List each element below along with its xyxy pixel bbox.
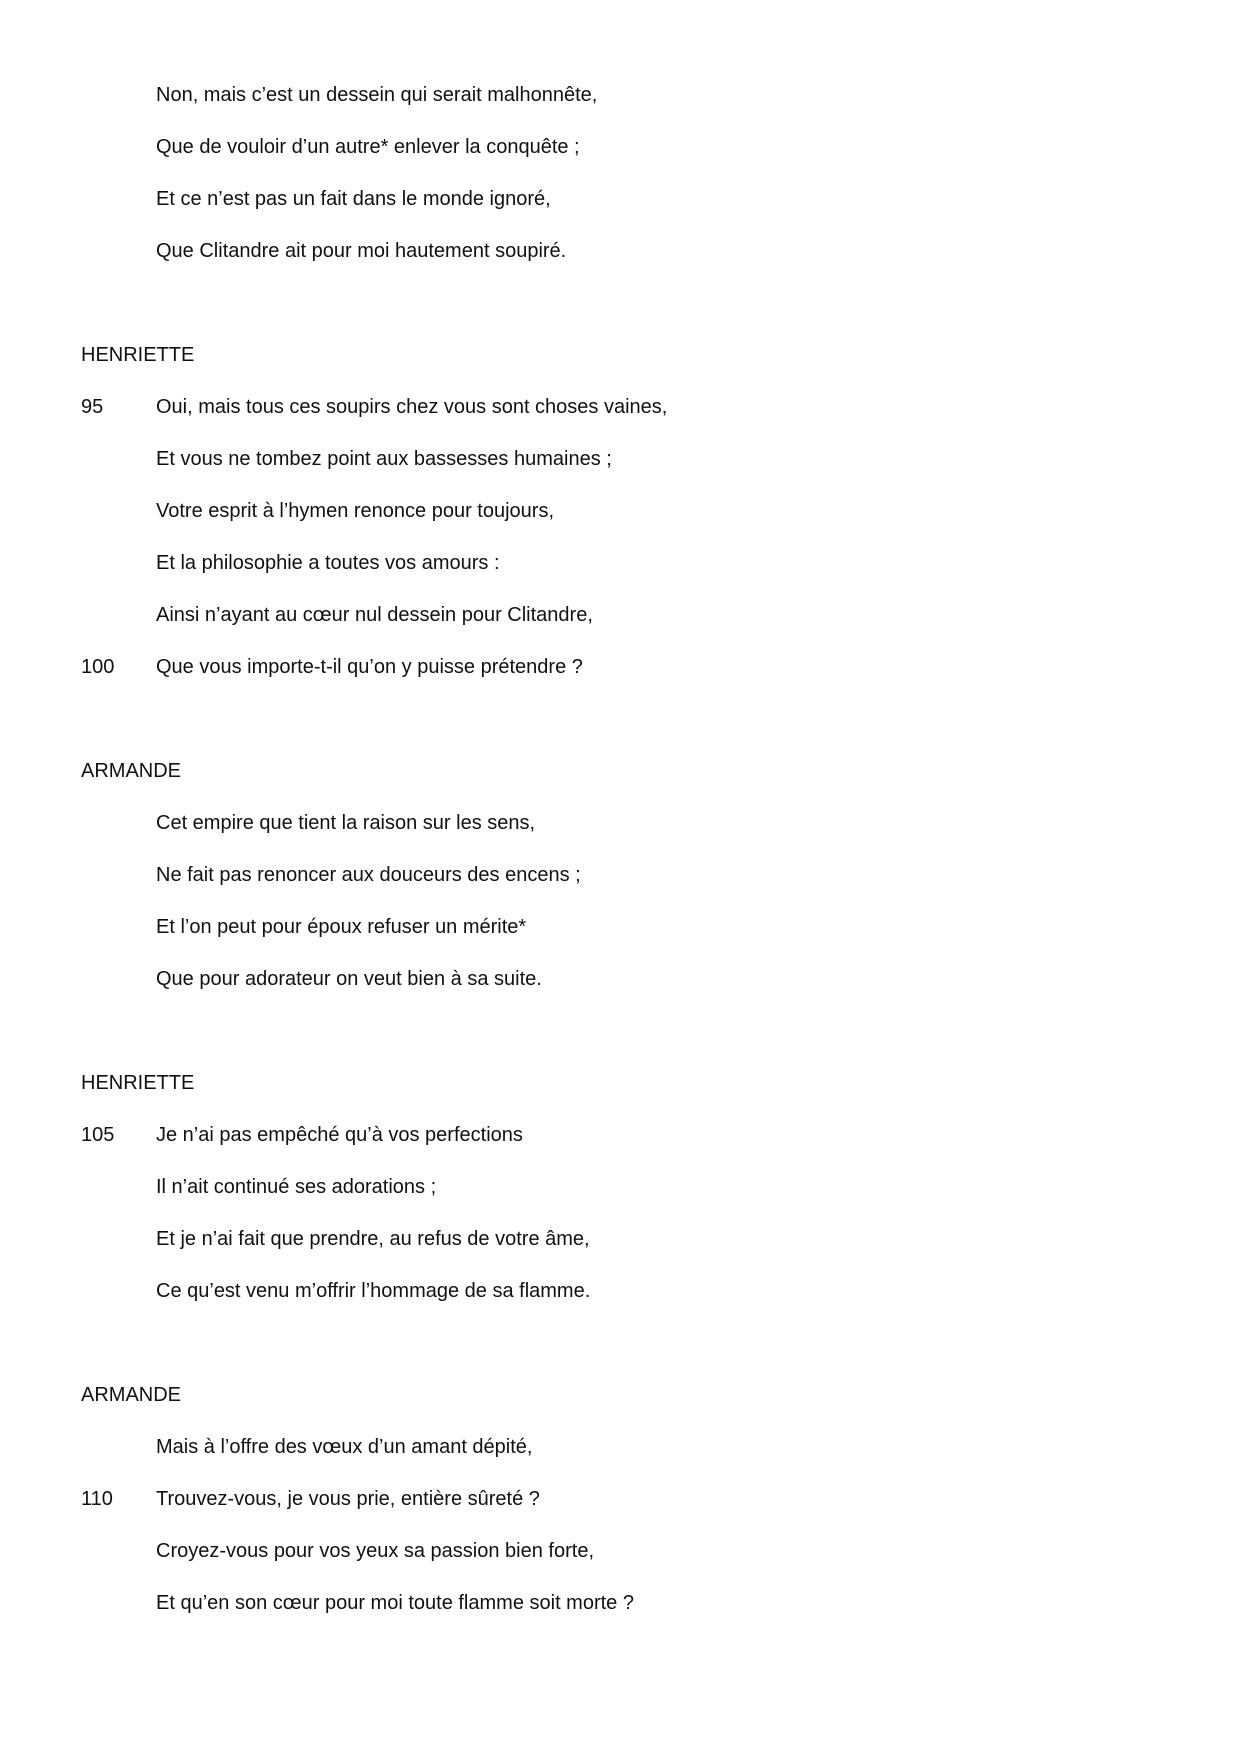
speaker-name: ARMANDE: [81, 1384, 182, 1406]
verse-text: Non, mais c’est un dessein qui serait malhonnête,: [156, 84, 598, 106]
verse-text: Il n’ait continué ses adorations ;: [156, 1176, 437, 1198]
verse-text: Je n’ai pas empêché qu’à vos perfections: [156, 1124, 523, 1146]
verse-text: Et qu’en son cœur pour moi toute flamme soit morte ?: [156, 1592, 634, 1614]
line-number: 95: [81, 396, 104, 418]
line-number: 110: [81, 1488, 113, 1510]
verse-text: Ne fait pas renoncer aux douceurs des encens ;: [156, 864, 581, 886]
verse-text: Que pour adorateur on veut bien à sa suite.: [156, 968, 542, 990]
verse-text: Trouvez-vous, je vous prie, entière sûreté ?: [156, 1488, 540, 1510]
verse-text: Et la philosophie a toutes vos amours :: [156, 552, 500, 574]
verse-text: Ce qu’est venu m’offrir l’hommage de sa flamme.: [156, 1280, 591, 1302]
verse-text: Que vous importe-t-il qu’on y puisse prétendre ?: [156, 656, 583, 678]
verse-text: Ainsi n’ayant au cœur nul dessein pour Clitandre,: [156, 604, 593, 626]
speaker-name: HENRIETTE: [81, 344, 195, 366]
verse-text: Cet empire que tient la raison sur les sens,: [156, 812, 536, 834]
verse-text: Oui, mais tous ces soupirs chez vous sont choses vaines,: [156, 396, 668, 418]
verse-text: Et vous ne tombez point aux bassesses humaines ;: [156, 448, 612, 470]
line-number: 100: [81, 656, 115, 678]
verse-text: Croyez-vous pour vos yeux sa passion bien forte,: [156, 1540, 594, 1562]
verse-text: Et l’on peut pour époux refuser un mérite*: [156, 916, 527, 938]
verse-text: Et je n’ai fait que prendre, au refus de votre âme,: [156, 1228, 590, 1250]
line-number: 105: [81, 1124, 115, 1146]
speaker-name: ARMANDE: [81, 760, 182, 782]
verse-text: Que Clitandre ait pour moi hautement soupiré.: [156, 240, 567, 262]
speaker-name: HENRIETTE: [81, 1072, 195, 1094]
verse-text: Que de vouloir d’un autre* enlever la conquête ;: [156, 136, 580, 158]
verse-text: Et ce n’est pas un fait dans le monde ignoré,: [156, 188, 551, 210]
verse-text: Votre esprit à l’hymen renonce pour toujours,: [156, 500, 554, 522]
verse-text: Mais à l’offre des vœux d’un amant dépité,: [156, 1436, 533, 1458]
